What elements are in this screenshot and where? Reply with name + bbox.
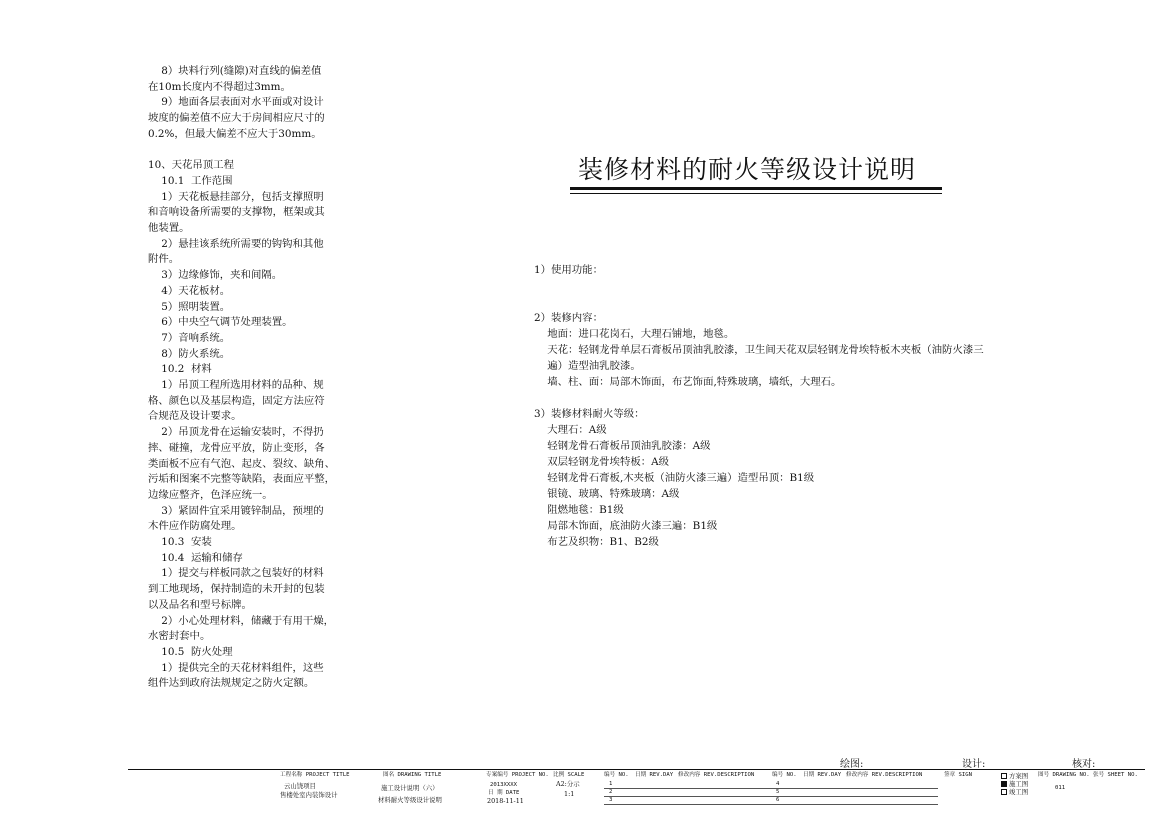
rev-date-label: 日期 REV.DAY — [635, 772, 674, 778]
left-note-line: 2）小心处理材料，储藏于有用干燥， — [148, 614, 335, 627]
right-note-line: 银镜、玻璃、特殊玻璃：A级 — [534, 488, 680, 500]
right-note-line: 阻燃地毯：B1级 — [534, 504, 624, 516]
left-note-line: 木件应作防腐处理。 — [148, 520, 242, 533]
rev-row-right-4: 4 — [776, 781, 780, 787]
project-no-label: 专案编号 PROJECT NO. — [486, 772, 549, 778]
rev-desc-label-2: 修改内容 REV.DESCRIPTION — [846, 772, 923, 778]
right-note-line — [534, 294, 1034, 310]
rev-row-right-5: 5 — [776, 789, 780, 795]
title-block-top-rule — [128, 769, 1145, 770]
left-note-line: 7）音响系统。 — [148, 331, 231, 344]
right-note-line: 大理石：A级 — [534, 424, 607, 436]
rev-no-label: 编号 NO. — [604, 772, 629, 778]
left-note-line: 摔、碰撞，龙骨应平放，防止变形，各 — [148, 441, 325, 454]
left-note-line: 类面板不应有气泡、起皮、裂纹、缺角、 — [148, 457, 336, 470]
right-note-line: 布艺及织物：B1、B2级 — [534, 536, 659, 548]
left-note-line: 坡度的偏差值不应大于房间相应尺寸的 — [148, 112, 325, 125]
right-note-line: 1）使用功能： — [534, 264, 603, 276]
left-note-line: 10.2 材料 — [148, 363, 212, 376]
rev-row-right-6: 6 — [776, 797, 780, 803]
rev-row-left-2: 2 — [609, 789, 613, 795]
right-note-line: 天花：轻钢龙骨单层石膏板吊顶油乳胶漆，卫生间天花双层轻钢龙骨埃特板木夹板（油防火漆三 — [534, 344, 984, 356]
drawing-title-value1: 施工设计说明（六） — [381, 784, 439, 792]
stage-option-label: 方案图 — [1009, 772, 1029, 780]
right-note-line — [534, 390, 1034, 406]
left-note-line: 1）提供完全的天花材料组件，这些 — [148, 661, 324, 674]
left-note-line — [148, 143, 348, 159]
left-note-line: 9）地面各层表面对水平面或对设计 — [148, 96, 324, 109]
checkbox-icon — [1001, 789, 1007, 795]
left-note-line: 3）边缘修饰，夹和间隔。 — [148, 269, 283, 282]
sign-stamp-label: 签章 SIGN — [944, 772, 973, 778]
drawing-no-label: 图号 DRAWING NO. — [1038, 772, 1090, 778]
left-note-line: 2）吊顶龙骨在运输安装时，不得扔 — [148, 426, 324, 439]
left-note-line: 附件。 — [148, 253, 180, 266]
left-note-line: 组件达到政府法规规定之防火定额。 — [148, 677, 315, 690]
left-note-line: 8）块料行列(缝隙)对直线的偏差值 — [148, 65, 322, 77]
right-note-line: 轻钢龙骨石膏板,木夹板（油防火漆三遍）造型吊顶：B1级 — [534, 472, 815, 484]
drawing-title-value2: 材料耐火等级设计说明 — [378, 796, 442, 804]
left-note-line: 他装置。 — [148, 222, 190, 235]
left-note-line: 5）照明装置。 — [148, 300, 231, 313]
stage-option-label: 竣工图 — [1009, 788, 1029, 796]
left-note-line: 4）天花板材。 — [148, 284, 231, 297]
right-note-line: 遍）造型油乳胶漆。 — [534, 360, 641, 372]
left-note-line: 水密封套中。 — [148, 630, 211, 643]
project-title-label: 工程名称 PROJECT TITLE — [280, 772, 350, 778]
left-note-line: 边缘应整齐，色泽应统一。 — [148, 488, 273, 501]
left-note-line: 和音响设备所需要的支撑物，框架或其 — [148, 206, 325, 219]
date-value: 2018-11-11 — [487, 797, 524, 805]
left-note-line: 合规范及设计要求。 — [148, 410, 242, 423]
left-note-line: 格、颜色以及基层构造，固定方法应符 — [148, 394, 325, 407]
scale-value2: 1:1 — [564, 790, 575, 798]
left-note-line: 10.1 工作范围 — [148, 174, 233, 187]
scale-value1: A2:分示 — [556, 780, 580, 788]
stage-option-completion — [1001, 789, 1028, 796]
left-note-line: 6）中央空气调节处理装置。 — [148, 316, 293, 329]
right-notes-column — [534, 262, 1034, 550]
sign-drawn-label: 绘图: — [840, 759, 864, 770]
title-underline-thin — [570, 193, 942, 194]
right-note-line: 墙、柱、面：局部木饰面，布艺饰面,特殊玻璃，墙纸，大理石。 — [534, 376, 842, 388]
drawing-no-value: 011 — [1055, 785, 1066, 791]
right-note-line: 双层轻钢龙骨埃特板：A级 — [534, 456, 670, 468]
project-title-value1: 云山饶项目 — [284, 782, 316, 790]
drawing-title-label: 图名 DRAWING TITLE — [383, 772, 442, 778]
date-label: 日 期 DATE — [488, 790, 520, 796]
stage-option-construction — [1001, 781, 1028, 788]
right-note-line — [534, 278, 1034, 294]
left-note-line: 1）吊顶工程所选用材料的品种、规 — [148, 379, 324, 392]
project-no-value: 2013XXXX — [490, 782, 517, 788]
left-note-line: 10.4 运输和储存 — [148, 551, 243, 564]
rev-no-label-2: 编号 NO. — [772, 772, 797, 778]
left-note-line: 到工地现场，保持制造的未开封的包装 — [148, 583, 325, 596]
checkbox-checked-icon — [1001, 781, 1007, 787]
left-note-line: 8）防火系统。 — [148, 347, 231, 360]
sheet-no-label: 张号 SHEET NO. — [1093, 772, 1138, 778]
left-note-line: 污垢和图案不完整等缺陷，表面应平整， — [148, 473, 336, 486]
left-note-line: 3）紧固件宜采用镀锌制品，预埋的 — [148, 504, 324, 517]
left-note-line: 1）提交与样板同款之包装好的材料 — [148, 567, 324, 580]
rev-row-divider — [604, 796, 938, 797]
right-note-line: 地面：进口花岗石，大理石铺地，地毯。 — [534, 328, 735, 340]
right-note-line: 3）装修材料耐火等级： — [534, 408, 645, 420]
left-note-line: 在10m长度内不得超过3mm。 — [148, 80, 291, 93]
left-note-line: 10、天花吊顶工程 — [148, 159, 234, 172]
right-note-line: 局部木饰面，底油防火漆三遍：B1级 — [534, 520, 718, 532]
left-note-line: 1）天花板悬挂部分，包括支撑照明 — [148, 190, 324, 203]
left-notes-column — [148, 64, 348, 692]
left-note-line: 0.2%，但最大偏差不应大于30mm。 — [148, 127, 322, 140]
left-note-line: 以及品名和型号标牌。 — [148, 598, 252, 611]
left-note-line: 2）悬挂该系统所需要的钩钩和其他 — [148, 237, 324, 250]
rev-date-label-2: 日期 REV.DAY — [803, 772, 842, 778]
stage-option-scheme — [1001, 773, 1028, 780]
sign-check-label: 核对: — [1072, 759, 1096, 770]
sign-design-label: 设计: — [962, 759, 986, 770]
page-title: 装修材料的耐火等级设计说明 — [578, 155, 917, 184]
right-note-line: 轻钢龙骨石膏板吊顶油乳胶漆：A级 — [534, 440, 711, 452]
rev-row-left-1: 1 — [609, 781, 613, 787]
rev-desc-label: 修改内容 REV.DESCRIPTION — [678, 772, 755, 778]
project-title-value2: 售楼处室内装饰设计 — [280, 791, 338, 799]
rev-row-divider — [604, 788, 938, 789]
left-note-line: 10.3 安装 — [148, 536, 212, 549]
stage-option-label: 施工图 — [1009, 780, 1029, 788]
rev-row-left-3: 3 — [609, 797, 613, 803]
checkbox-icon — [1001, 773, 1007, 779]
rev-row-divider — [604, 804, 938, 805]
title-underline-thick — [570, 187, 942, 190]
left-note-line: 10.5 防火处理 — [148, 646, 233, 658]
scale-label: 比例 SCALE — [553, 772, 585, 778]
right-note-line: 2）装修内容： — [534, 312, 603, 324]
